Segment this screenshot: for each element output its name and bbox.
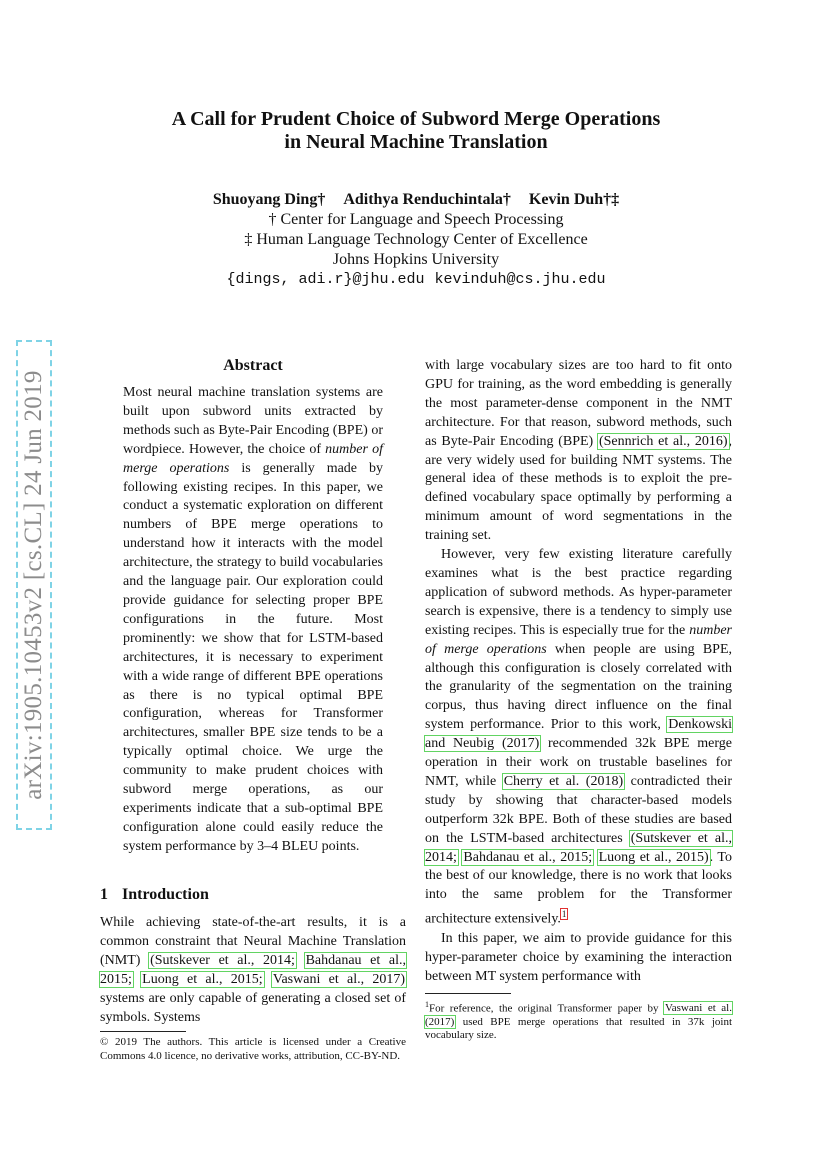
footnote-text: used BPE merge operations that resulted in 37k joint vocabulary size.	[425, 1015, 732, 1042]
citation-link[interactable]: Bahdanau et al., 2015;	[463, 849, 593, 865]
title-line-2: in Neural Machine Translation	[284, 131, 548, 153]
affiliation-1: † Center for Language and Speech Processing	[268, 211, 564, 228]
intro-paragraph-1-cont	[425, 357, 732, 546]
intro-right-column	[425, 357, 732, 1043]
paragraph-text: , are very widely used for building NMT systems. The general idea of these methods is to exploit the pre-defined vocabulary space optimally by performing a minimum amount of word segmentations in the training set.	[425, 433, 733, 544]
affiliation-3: Johns Hopkins University	[332, 251, 500, 268]
citation-link[interactable]: Vaswani et al., 2017)	[272, 971, 406, 987]
arxiv-identifier[interactable]: arXiv:1905.10453v2 [cs.CL] 24 Jun 2019	[20, 370, 47, 800]
intro-paragraph-3: In this paper, we aim to provide guidance for this hyper-parameter choice by examining the interaction between MT system performance with	[425, 930, 732, 984]
paragraph-text: with large vocabulary sizes are too hard to fit onto GPU for training, as the word embedding is generally the most parameter-dense component in the NMT architecture. For that reason, subword methods, such as Byte-Pair Encoding (BPE)	[425, 358, 732, 449]
citation-link[interactable]: (Sutskever et al., 2014;	[150, 952, 295, 968]
paragraph-text: recommended 32k BPE merge operation in their work on trustable baselines for NMT, while	[425, 736, 732, 789]
citation-link[interactable]: Vaswani et al. (2017)	[425, 1002, 732, 1028]
license-footnote: © 2019 The authors. This article is licensed under a Creative Commons 4.0 licence, no derivative works, attribution, CC-BY-ND.	[100, 1036, 406, 1063]
email-2: kevinduh@cs.jhu.edu	[434, 271, 606, 288]
paragraph-text: While achieving state-of-the-art results, it is a common constraint that Neural Machine Translation (NMT)	[100, 915, 406, 968]
citation-link[interactable]: (Sutskever et al., 2014;	[425, 830, 732, 865]
citation-link[interactable]: Luong et al., 2015;	[142, 971, 263, 987]
author-names	[100, 190, 732, 210]
abstract-heading: Abstract	[223, 357, 283, 374]
paragraph-text: . To the best of our knowledge, there is no work that looks into the same problem for the Transformer architecture extensively.	[425, 849, 732, 927]
email-1: {dings, adi.r}@jhu.edu	[226, 271, 425, 288]
citation-link[interactable]: Bahdanau et al., 2015;	[100, 952, 407, 987]
citation-link[interactable]: Luong et al., 2015)	[598, 849, 709, 865]
intro-left-column	[100, 914, 406, 1064]
footnote-rule	[100, 1031, 186, 1032]
author-1: Shuoyang Ding†	[212, 191, 326, 208]
author-block	[100, 190, 732, 290]
paragraph-emphasis: number of merge operations	[425, 622, 732, 657]
section-title: Introduction	[122, 886, 209, 903]
intro-paragraph-2	[425, 546, 732, 930]
abstract-text: is generally made by following existing recipes. In this paper, we conduct a systematic exploration on different numbers of BPE merge operations to understand how it interacts with the model architecture, the strategy to build vocabularies and the language pair. Our exploration could provide guidance for selecting proper BPE configurations in the future. Most prominently: we show that for LSTM-based architectures, it is necessary to experiment with a wide range of different BPE operations as there is no typical optimal BPE configuration, whereas for Transformer architectures, smaller BPE size tends to be a typically optimal choice. We urge the community to make prudent choices with subword merge operations, as our experiments indicate that a sub-optimal BPE configuration alone could easily reduce the system performance by 3–4 BLEU points.	[123, 460, 383, 854]
paragraph-text: when people are using BPE, although this configuration is closely correlated with the granularity of the segmentation on the training corpus, thus having direct influence on the final system performance. Prior to this work,	[425, 641, 733, 733]
abstract-emphasis: number of merge operations	[123, 441, 383, 476]
section-heading-introduction	[100, 886, 209, 904]
citation-link[interactable]: Denkowski and Neubig (2017)	[425, 717, 732, 752]
abstract-text: Most neural machine translation systems are built upon subword units extracted by methods such as Byte-Pair Encoding (BPE) or wordpiece. However, the choice of	[123, 385, 383, 457]
footnote-1	[425, 998, 732, 1043]
section-number: 1	[100, 886, 108, 903]
intro-paragraph-1	[100, 914, 406, 1027]
arxiv-stamp	[4, 340, 64, 830]
author-3: Kevin Duh†‡	[528, 191, 620, 208]
author-emails	[100, 270, 732, 290]
footnote-mark: 1	[425, 999, 429, 1009]
footnote-rule	[425, 993, 511, 994]
title-line-1: A Call for Prudent Choice of Subword Merge Operations	[171, 108, 661, 130]
footnote-text: For reference, the original Transformer paper by	[429, 1002, 665, 1015]
footnote-reference[interactable]: 1	[561, 909, 567, 920]
citation-link[interactable]: (Sennrich et al., 2016)	[598, 433, 728, 449]
paragraph-text: contradicted their study by showing that character-based models outperform 32k BPE. Both of these studies are based on the LSTM-based architectures	[425, 773, 732, 846]
citation-link[interactable]: Cherry et al. (2018)	[503, 773, 624, 789]
paragraph-text: systems are only capable of generating a closed set of symbols. Systems	[100, 990, 406, 1025]
affiliation-2: ‡ Human Language Technology Center of Excellence	[244, 231, 588, 248]
author-2: Adithya Renduchintala†	[343, 191, 511, 208]
abstract-body	[123, 384, 383, 857]
paper-title	[100, 108, 732, 154]
paragraph-text: However, very few existing literature carefully examines what is the best practice regarding application of subword methods. As hyper-parameter search is expensive, there is a tendency to simply use existing recipes. This is especially true for the	[425, 547, 732, 638]
